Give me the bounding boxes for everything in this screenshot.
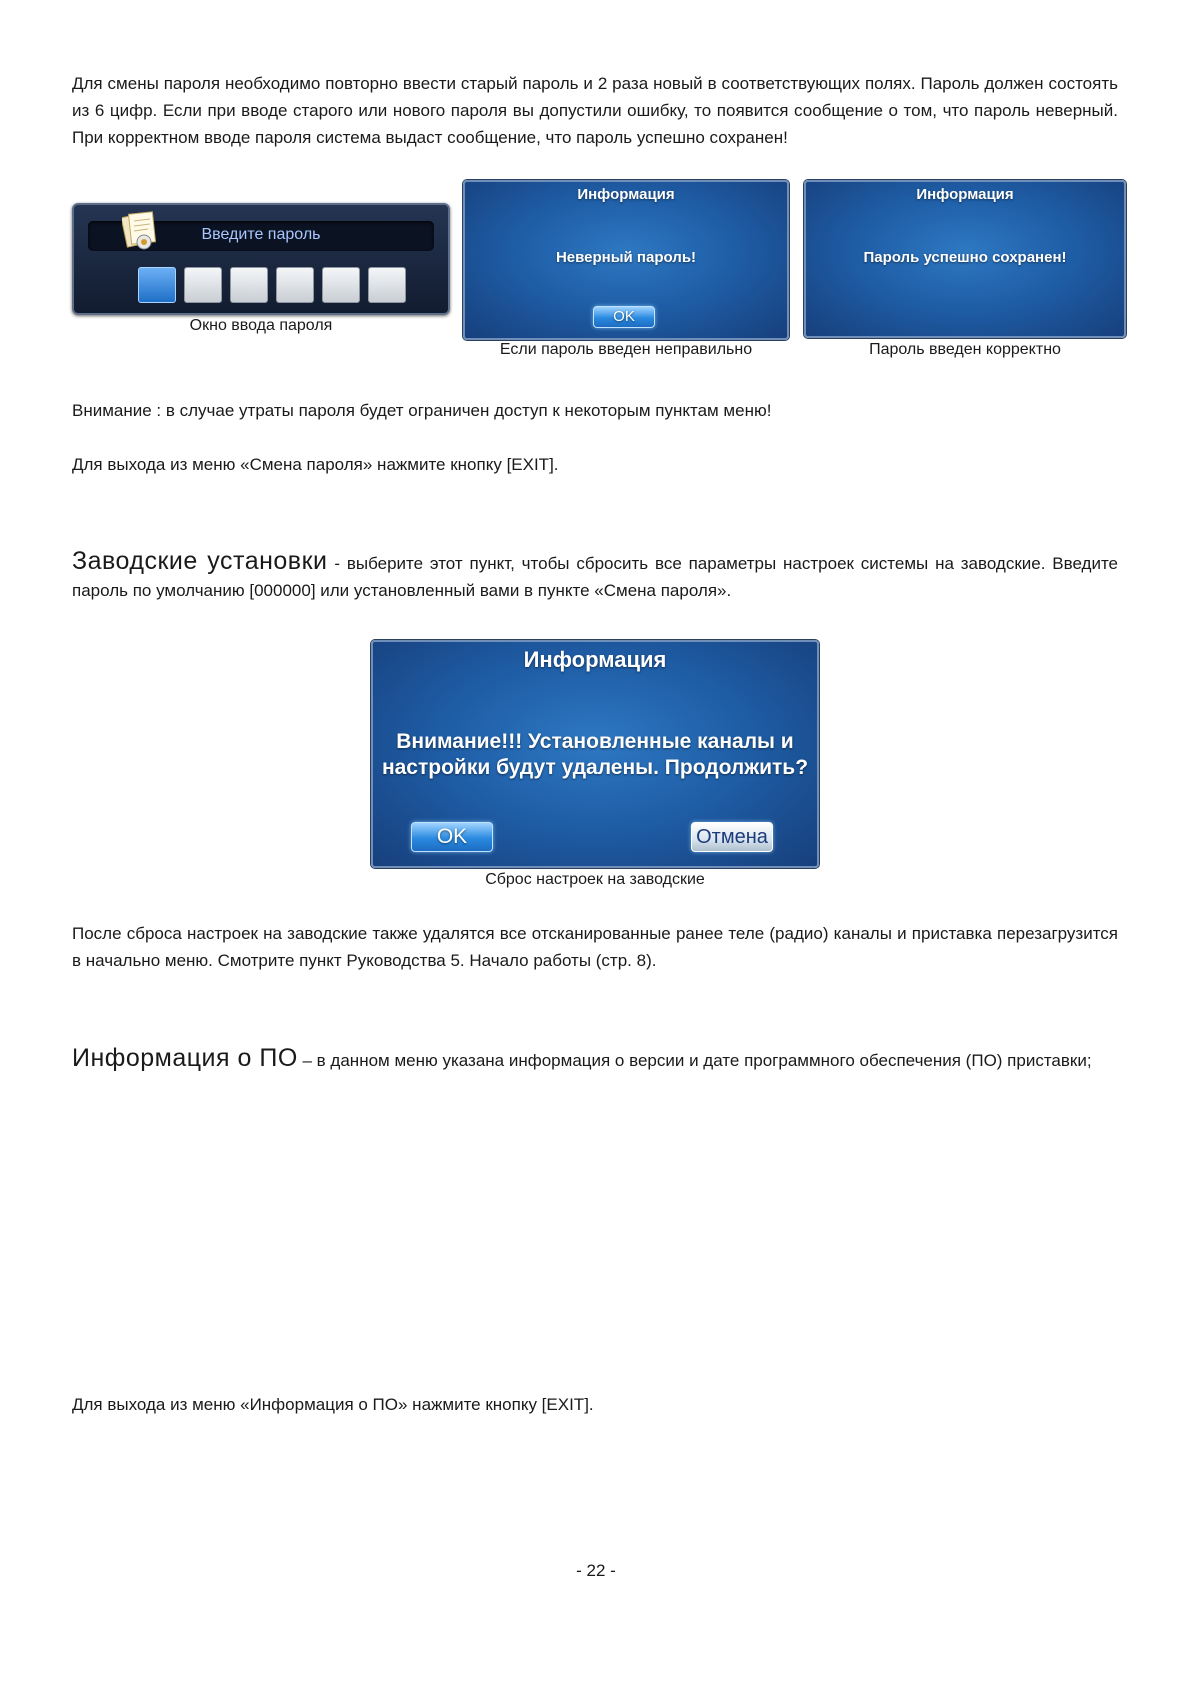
password-digit-box[interactable] xyxy=(184,267,222,303)
info-title: Информация xyxy=(577,186,675,203)
reset-warning-message xyxy=(373,729,817,781)
password-digit-box[interactable] xyxy=(230,267,268,303)
software-info-paragraph xyxy=(72,1045,1118,1074)
after-reset-paragraph: После сброса настроек на заводские также удалятся все отсканированные ранее теле (радио) каналы и приставка перезагрузится в начально меню. Смотрите пункт Руководства 5. Начало работы (стр. 8). xyxy=(72,924,1118,970)
password-entry-window xyxy=(72,203,450,315)
reset-warning-line: Внимание!!! Установленные каналы и xyxy=(396,730,794,753)
page-number: - 22 - xyxy=(576,1561,616,1580)
warning-paragraph: Внимание : в случае утраты пароля будет ограничен доступ к некоторым пунктам меню! xyxy=(72,401,772,420)
password-saved-caption: Пароль введен корректно xyxy=(869,341,1061,358)
software-info-heading: Информация о ПО xyxy=(72,1044,298,1072)
info-title: Информация xyxy=(916,186,1014,203)
info-title: Информация xyxy=(523,647,667,672)
exit-password-paragraph: Для выхода из меню «Смена пароля» нажмите кнопку [EXIT]. xyxy=(72,455,559,474)
reset-confirm-screen xyxy=(371,640,819,868)
factory-reset-paragraph xyxy=(72,548,1118,604)
reset-screen-caption: Сброс настроек на заводские xyxy=(485,871,705,888)
password-saved-screen xyxy=(804,180,1126,338)
document-lock-icon xyxy=(122,209,158,253)
password-digit-box[interactable] xyxy=(138,267,176,303)
password-digit-box[interactable] xyxy=(322,267,360,303)
wrong-password-caption: Если пароль введен неправильно xyxy=(499,341,753,358)
password-saved-message: Пароль успешно сохранен! xyxy=(863,249,1067,266)
intro-paragraph: Для смены пароля необходимо повторно ввести старый пароль и 2 раза новый в соответствующих полях. Пароль должен состоять из 6 цифр. Если при вводе старого или нового пароля вы допустили ошибку, то появится сообщение о том, что пароль неверный. При корректном вводе пароля система выдаст сообщение, что пароль успешно сохранен! xyxy=(72,74,1118,147)
exit-software-paragraph: Для выхода из меню «Информация о ПО» нажмите кнопку [EXIT]. xyxy=(72,1395,594,1414)
ok-button[interactable]: OK xyxy=(411,822,493,852)
password-window-caption: Окно ввода пароля xyxy=(189,317,333,334)
wrong-password-message: Неверный пароль! xyxy=(555,249,697,266)
reset-warning-line: настройки будут удалены. Продолжить? xyxy=(381,756,809,779)
factory-reset-description: - выберите этот пункт, чтобы сбросить все параметры настроек системы на заводские. Введите пароль по умолчанию [000000] или установленный вами в пункте «Смена пароля». xyxy=(72,554,1119,600)
wrong-password-screen xyxy=(463,180,789,340)
password-digit-box[interactable] xyxy=(368,267,406,303)
password-digit-box[interactable] xyxy=(276,267,314,303)
cancel-button[interactable]: Отмена xyxy=(691,822,773,852)
ok-button[interactable]: OK xyxy=(593,306,655,328)
software-info-description: – в данном меню указана информация о версии и дате программного обеспечения (ПО) приставки; xyxy=(297,1051,1092,1070)
factory-reset-heading: Заводские установки xyxy=(72,547,328,575)
password-prompt-label: Введите пароль xyxy=(201,226,321,243)
